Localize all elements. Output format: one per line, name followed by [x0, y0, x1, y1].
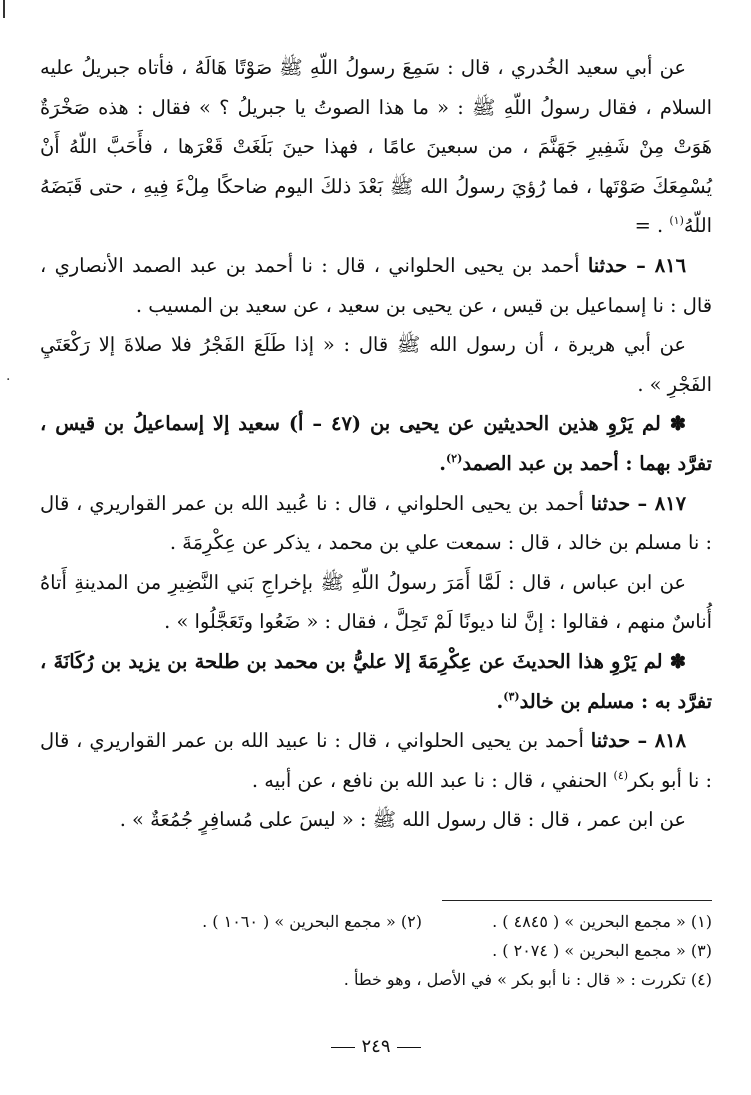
main-text: [40, 48, 712, 840]
footnote-row-3: [40, 965, 712, 994]
hadith-817-note-end: .: [496, 689, 504, 713]
hadith-815-continuation: [40, 48, 712, 246]
hadith-815-end: . =: [634, 214, 670, 238]
hadith-818-matn-text: عن ابن عمر ، قال : قال رسول الله ﷺ : « ليسَ على مُسافِرٍ جُمُعَةٌ » .: [119, 808, 686, 832]
footnote-row-2: [40, 936, 712, 965]
hadith-815-text: عن أبي سعيد الخُدري ، قال : سَمِعَ رسولُ اللّهِ ﷺ صَوْتًا هَالَهُ ، فأتاه جبريلُ عليه السلام ، فقال رسولُ اللّهِ ﷺ : « ما هذا الصوتُ يا جبريلُ ؟ » فقال : هذه صَخْرَةٌ هَوَتْ مِنْ شَفِيرِ جَهَنَّمَ ، من سبعينَ عامًا ، فهذا حينَ بَلَغَتْ قَعْرَها ، فأَحَبَّ اللّهُ أَنْ يُسْمِعَكَ صَوْتَها ، فما رُؤيَ رسولُ الله ﷺ بَعْدَ ذلكَ اليوم ضاحكًا مِلْءَ فِيهِ ، حتى قَبَضَهُ اللّهُ: [40, 56, 712, 238]
footnote-4: (٤) تكررت : « قال : نا أبو بكر » في الأصل ، وهو خطأ .: [343, 970, 712, 989]
hadith-816-number: ٨١٦: [654, 253, 686, 277]
page-number: [40, 1036, 712, 1057]
page-number-dash-right: [397, 1047, 421, 1048]
hadith-818-isnad-2: الحنفي ، قال : نا عبد الله بن نافع ، عن أبيه .: [251, 768, 614, 792]
hadith-817-number: ٨١٧: [654, 491, 686, 515]
footnote-ref-3: (٣): [503, 689, 520, 703]
footnote-divider: [442, 900, 712, 901]
page-number-dash-left: [331, 1047, 355, 1048]
footnote-1: (١) « مجمع البحرين » ( ٤٨٤٥ ) .: [492, 912, 712, 931]
footnote-ref-4: (٤): [613, 768, 629, 782]
hadith-818-matn: [40, 800, 712, 840]
footnote-ref-1: (١): [669, 214, 684, 228]
page-number-text: ٢٤٩: [361, 1036, 391, 1057]
hadith-817-lead: – حدثنا: [590, 491, 655, 515]
footnotes: [40, 900, 712, 994]
hadith-817-note-text: ✽ لم يَرْوِ هذا الحديثَ عن عِكْرِمَةَ إلا عليُّ بن محمد بن طلحة بن يزيد بن رُكَانَةَ ، تفرَّد به : مسلم بن خالد: [40, 649, 712, 713]
hadith-818-lead: – حدثنا: [590, 729, 655, 753]
footnote-row-1: [40, 907, 712, 936]
hadith-817-isnad: أحمد بن يحيى الحلواني ، قال : نا عُبيد الله بن عمر القواريري ، قال : نا مسلم بن خالد ، قال : سمعت علي بن محمد ، يذكر عن عِكْرِمَةَ .: [40, 491, 712, 555]
hadith-816-note-end: .: [439, 451, 446, 475]
scan-edge-mark: [3, 0, 5, 18]
hadith-816-isnad: أحمد بن يحيى الحلواني ، قال : نا أحمد بن عبد الصمد الأنصاري ، قال : نا إسماعيل بن قيس ، عن يحيى بن سعيد ، عن سعيد بن المسيب .: [40, 253, 712, 317]
hadith-816-note: [40, 404, 712, 483]
document-page: [40, 48, 712, 1068]
hadith-818-isnad-1: أحمد بن يحيى الحلواني ، قال : نا عبيد الله بن عمر القواريري ، قال : نا أبو بكر: [40, 729, 712, 792]
hadith-816-matn-text: عن أبي هريرة ، أن رسول الله ﷺ قال : « إذا طَلَعَ الفَجْرُ فلا صلاةَ إلا رَكْعَتَيِ الفَجْرِ » .: [40, 333, 712, 396]
hadith-817-matn: [40, 563, 712, 642]
hadith-816-matn: [40, 325, 712, 404]
hadith-816-note-text: ✽ لم يَرْوِ هذين الحديثين عن يحيى بن (٤٧ – أ) سعيد إلا إسماعيلُ بن قيس ، تفرَّد بهما : أحمد بن عبد الصمد: [40, 412, 712, 475]
footnote-3: (٣) « مجمع البحرين » ( ٢٠٧٤ ) .: [492, 941, 712, 960]
scan-dot: ·: [6, 372, 11, 388]
hadith-816-lead: – حدثنا: [587, 253, 655, 277]
hadith-817-matn-text: عن ابن عباس ، قال : لَمَّا أَمَرَ رسولُ اللّهِ ﷺ بإخراجِ بَني النَّضِيرِ من المدينةِ أَتاهُ أُناسٌ منهم ، فقالوا : إنَّ لنا ديونًا لَمْ تَحِلَّ ، فقال : « ضَعُوا وتَعَجَّلُوا » .: [40, 570, 712, 634]
hadith-818-number: ٨١٨: [654, 729, 686, 753]
hadith-816-chain: [40, 246, 712, 325]
hadith-818-chain: [40, 721, 712, 800]
hadith-817-chain: [40, 484, 712, 563]
hadith-817-note: [40, 642, 712, 721]
footnote-ref-2: (٢): [445, 451, 463, 465]
footnote-2: (٢) « مجمع البحرين » ( ١٠٦٠ ) .: [202, 912, 422, 931]
